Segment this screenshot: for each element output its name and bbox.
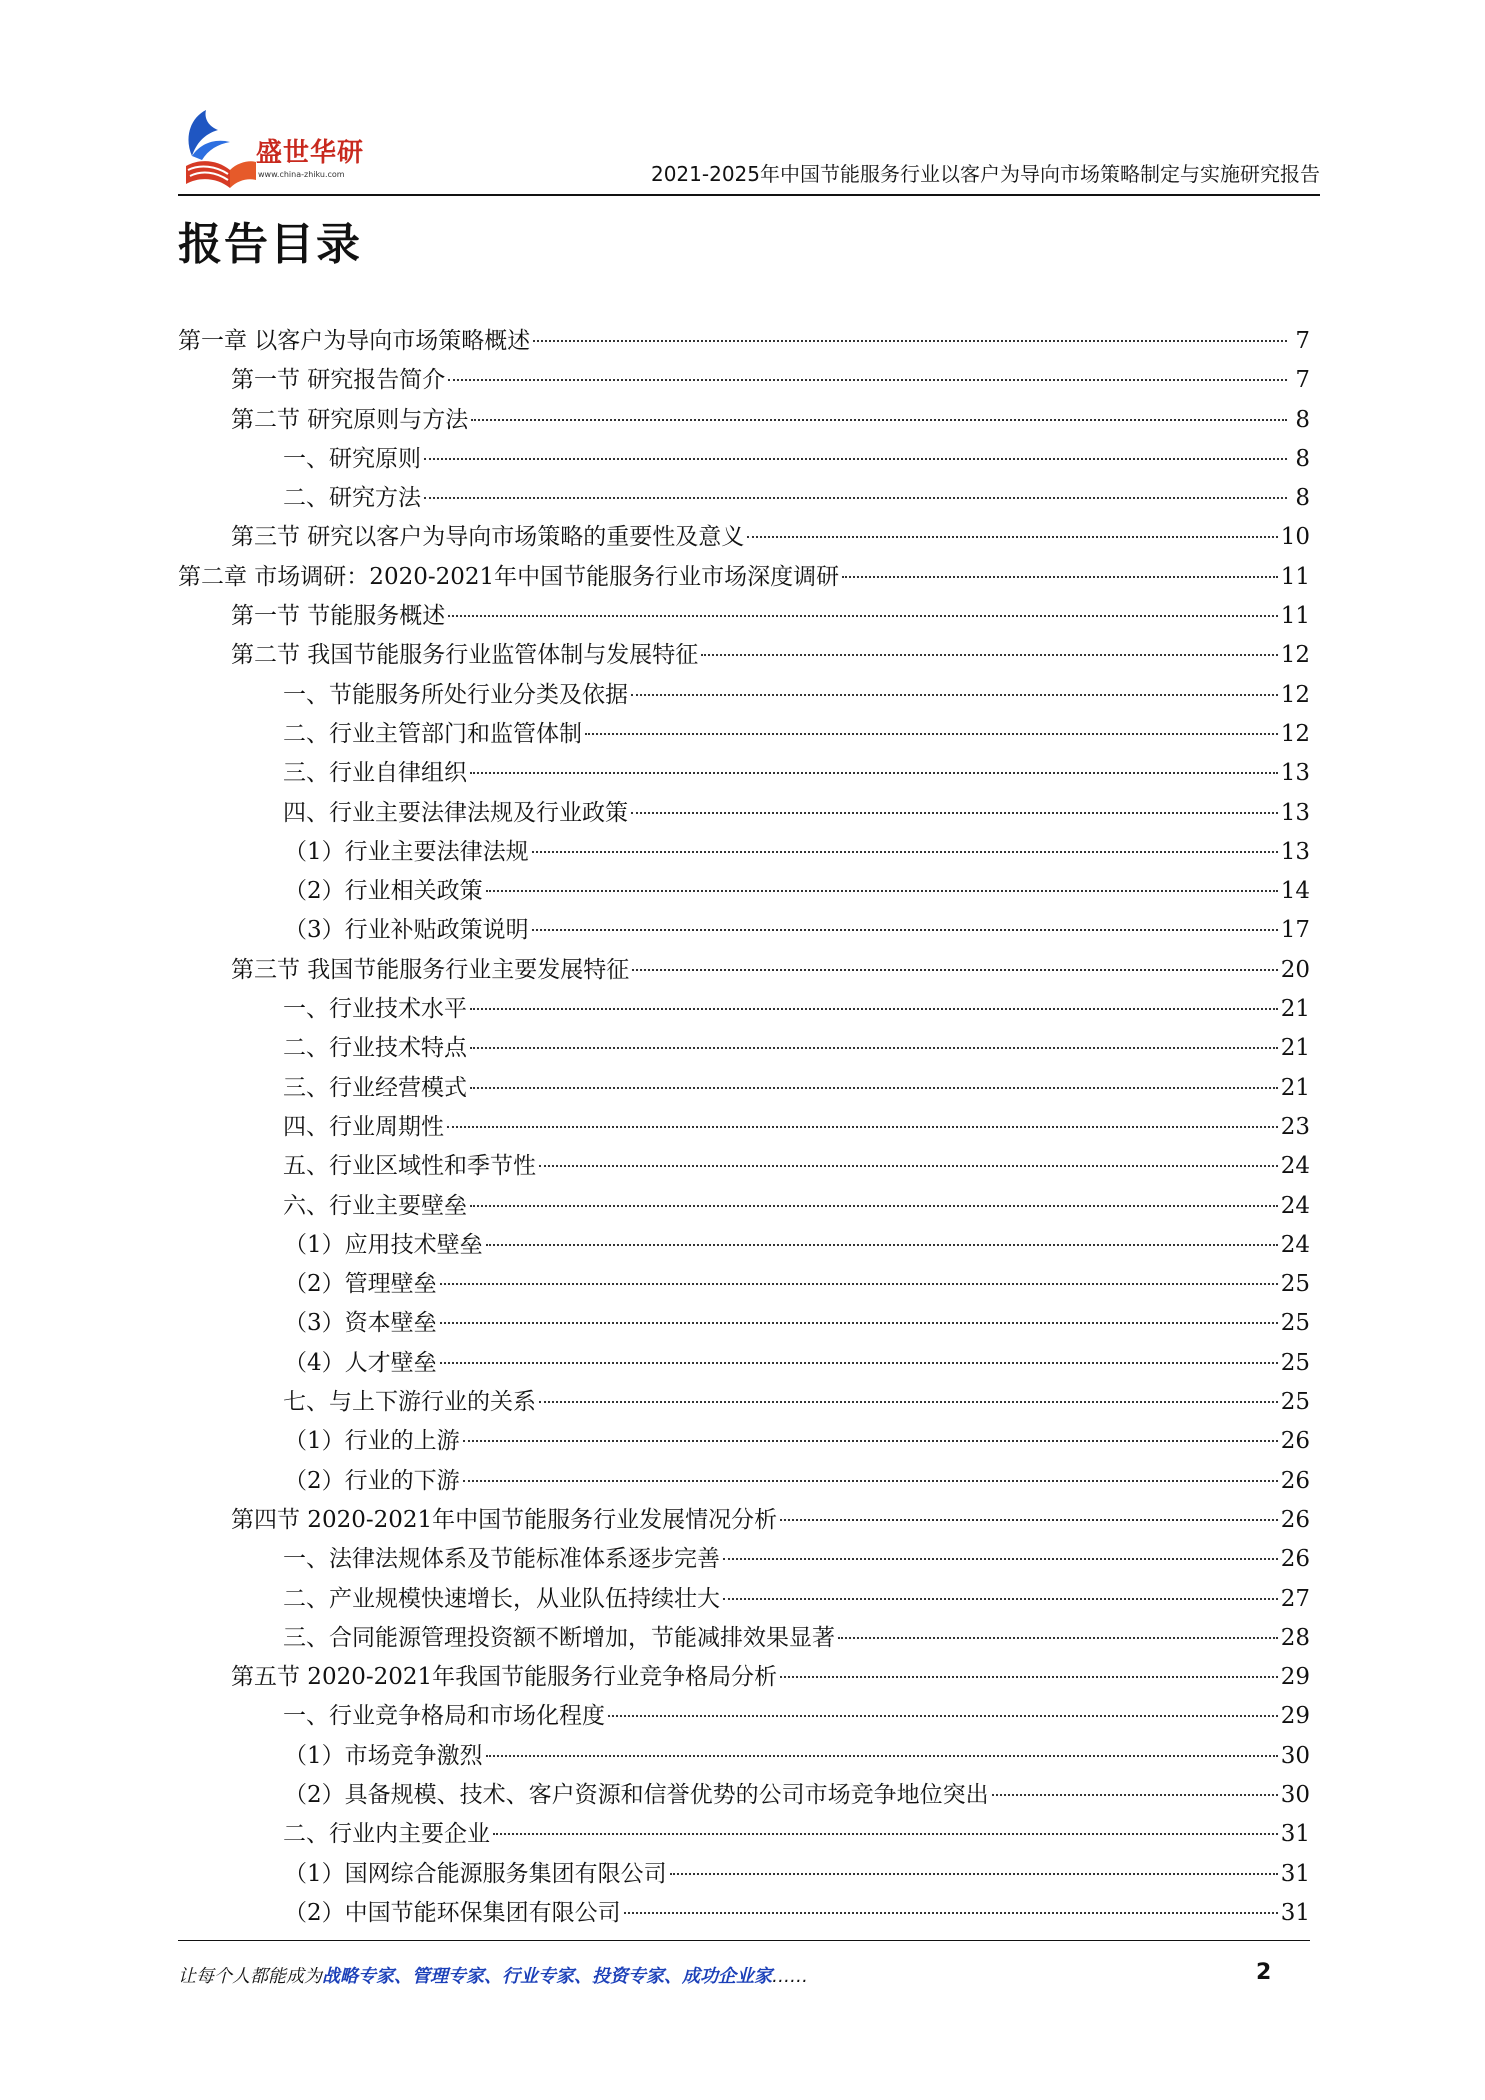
toc-entry-title: 一、研究原则 xyxy=(283,445,421,472)
toc-entry[interactable] xyxy=(178,1422,1310,1461)
toc-entry[interactable] xyxy=(178,1344,1310,1383)
toc-entry-title: 第二章 市场调研：2020-2021年中国节能服务行业市场深度调研 xyxy=(178,563,840,590)
toc-entry-title: 第一章 以客户为导向市场策略概述 xyxy=(178,328,531,354)
toc-entry-page: 24 xyxy=(1280,1192,1310,1219)
page-number: 2 xyxy=(1256,1960,1272,1985)
footer-divider xyxy=(178,1940,1310,1941)
toc-entry-page: 26 xyxy=(1280,1546,1310,1573)
toc-entry-page: 14 xyxy=(1280,878,1310,905)
toc-dot-leader xyxy=(470,1047,1278,1049)
toc-entry-page: 24 xyxy=(1280,1231,1310,1258)
toc-entry-page: 28 xyxy=(1280,1624,1310,1651)
toc-dot-leader xyxy=(448,615,1277,617)
toc-entry-page: 17 xyxy=(1280,917,1310,944)
toc-entry[interactable] xyxy=(178,1265,1310,1304)
toc-dot-leader xyxy=(585,733,1278,735)
toc-entry-title: 第一节 研究报告简介 xyxy=(231,367,446,394)
logo-book-icon xyxy=(178,104,258,194)
toc-entry-page: 21 xyxy=(1280,1074,1310,1101)
toc-entry-title: （2）行业的下游 xyxy=(284,1467,460,1494)
toc-entry-page: 13 xyxy=(1280,799,1310,826)
toc-entry-page: 23 xyxy=(1280,1113,1310,1140)
toc-entry-title: 二、行业内主要企业 xyxy=(283,1821,490,1848)
toc-entry-title: 第三节 研究以客户为导向市场策略的重要性及意义 xyxy=(231,524,745,551)
toc-dot-leader xyxy=(539,1165,1278,1167)
toc-entry-page: 30 xyxy=(1280,1742,1310,1769)
toc-entry-title: （1）国网综合能源服务集团有限公司 xyxy=(284,1860,667,1887)
toc-entry[interactable] xyxy=(178,322,1310,361)
toc-entry-title: 四、行业周期性 xyxy=(283,1113,444,1140)
toc-entry-title: （2）管理壁垒 xyxy=(284,1271,437,1298)
toc-dot-leader xyxy=(470,1008,1278,1010)
toc-dot-leader xyxy=(471,419,1287,421)
toc-entry-page: 12 xyxy=(1280,720,1310,747)
table-of-contents xyxy=(178,322,1310,1933)
toc-dot-leader xyxy=(440,1322,1278,1324)
toc-entry-page: 29 xyxy=(1280,1664,1310,1691)
toc-dot-leader xyxy=(992,1794,1278,1796)
toc-entry-title: （2）具备规模、技术、客户资源和信誉优势的公司市场竞争地位突出 xyxy=(284,1781,989,1808)
toc-entry-page: 11 xyxy=(1280,603,1310,630)
toc-entry-page: 13 xyxy=(1280,760,1310,787)
toc-dot-leader xyxy=(486,1755,1278,1757)
toc-entry-page: 30 xyxy=(1280,1781,1310,1808)
toc-entry[interactable] xyxy=(178,1147,1310,1186)
toc-entry[interactable] xyxy=(178,518,1310,557)
toc-dot-leader xyxy=(747,536,1277,538)
toc-entry[interactable] xyxy=(178,558,1310,597)
toc-dot-leader xyxy=(533,340,1287,342)
toc-dot-leader xyxy=(532,929,1278,931)
toc-dot-leader xyxy=(463,1480,1278,1482)
toc-entry[interactable] xyxy=(178,794,1310,833)
toc-entry-title: （2）行业相关政策 xyxy=(284,878,483,905)
toc-entry[interactable] xyxy=(178,1108,1310,1147)
toc-entry-page: 31 xyxy=(1280,1821,1310,1848)
toc-entry-page: 12 xyxy=(1280,681,1310,708)
toc-dot-leader xyxy=(470,1205,1278,1207)
toc-entry[interactable] xyxy=(178,872,1310,911)
toc-dot-leader xyxy=(631,694,1278,696)
toc-dot-leader xyxy=(631,812,1278,814)
toc-entry-title: （4）人才壁垒 xyxy=(284,1349,437,1376)
company-logo xyxy=(178,104,418,194)
toc-entry-page: 10 xyxy=(1280,524,1310,551)
toc-entry[interactable] xyxy=(178,1855,1310,1894)
toc-entry-title: 四、行业主要法律法规及行业政策 xyxy=(283,799,628,826)
toc-entry-title: 一、节能服务所处行业分类及依据 xyxy=(283,681,628,708)
toc-entry-title: 第三节 我国节能服务行业主要发展特征 xyxy=(231,956,630,983)
toc-entry-title: 六、行业主要壁垒 xyxy=(283,1192,467,1219)
toc-entry-title: 第二节 研究原则与方法 xyxy=(231,406,469,433)
toc-entry[interactable] xyxy=(178,479,1310,518)
toc-entry[interactable] xyxy=(178,401,1310,440)
toc-entry-page: 7 xyxy=(1295,367,1310,394)
page-title: 报告目录 xyxy=(178,219,362,270)
toc-dot-leader xyxy=(424,458,1287,460)
toc-entry[interactable] xyxy=(178,1462,1310,1501)
toc-dot-leader xyxy=(723,1558,1278,1560)
toc-entry-page: 26 xyxy=(1280,1467,1310,1494)
toc-entry[interactable] xyxy=(178,1737,1310,1776)
footer-slogan-prefix: 让每个人都能成为 xyxy=(178,1966,322,1987)
toc-entry-page: 31 xyxy=(1280,1899,1310,1926)
toc-entry-title: 一、法律法规体系及节能标准体系逐步完善 xyxy=(283,1546,720,1573)
toc-entry-page: 25 xyxy=(1280,1349,1310,1376)
toc-entry-title: （1）行业主要法律法规 xyxy=(284,838,529,865)
toc-entry-title: 三、行业自律组织 xyxy=(283,760,467,787)
toc-entry-title: 第四节 2020-2021年中国节能服务行业发展情况分析 xyxy=(231,1506,778,1533)
toc-dot-leader xyxy=(632,969,1277,971)
toc-entry[interactable] xyxy=(178,1658,1310,1697)
toc-dot-leader xyxy=(440,1362,1278,1364)
toc-dot-leader xyxy=(486,1244,1278,1246)
footer-slogan-suffix: …… xyxy=(772,1966,808,1987)
toc-dot-leader xyxy=(447,1126,1278,1128)
toc-entry[interactable] xyxy=(178,1501,1310,1540)
toc-entry-title: 三、行业经营模式 xyxy=(283,1074,467,1101)
toc-entry-title: 第五节 2020-2021年我国节能服务行业竞争格局分析 xyxy=(231,1664,778,1691)
toc-entry-title: 七、与上下游行业的关系 xyxy=(283,1389,536,1416)
toc-entry[interactable] xyxy=(178,1226,1310,1265)
toc-entry-page: 8 xyxy=(1295,485,1310,512)
toc-entry[interactable] xyxy=(178,676,1310,715)
toc-dot-leader xyxy=(608,1715,1278,1717)
toc-entry-page: 11 xyxy=(1280,563,1310,590)
toc-entry-title: 第一节 节能服务概述 xyxy=(231,603,446,630)
toc-entry[interactable] xyxy=(178,1304,1310,1343)
toc-entry[interactable] xyxy=(178,951,1310,990)
toc-entry-title: 三、合同能源管理投资额不断增加，节能减排效果显著 xyxy=(283,1624,835,1651)
toc-entry-page: 21 xyxy=(1280,996,1310,1023)
toc-entry-title: （1）行业的上游 xyxy=(284,1428,460,1455)
toc-entry-title: （3）资本壁垒 xyxy=(284,1310,437,1337)
toc-entry-page: 27 xyxy=(1280,1585,1310,1612)
toc-entry-title: 五、行业区域性和季节性 xyxy=(283,1153,536,1180)
toc-entry-title: （1）市场竞争激烈 xyxy=(284,1742,483,1769)
toc-dot-leader xyxy=(448,379,1287,381)
toc-dot-leader xyxy=(780,1519,1278,1521)
toc-entry-page: 25 xyxy=(1280,1389,1310,1416)
toc-entry[interactable] xyxy=(178,1029,1310,1068)
toc-entry-page: 20 xyxy=(1280,956,1310,983)
toc-entry[interactable] xyxy=(178,1894,1310,1933)
toc-entry-page: 25 xyxy=(1280,1271,1310,1298)
toc-entry-title: 第二节 我国节能服务行业监管体制与发展特征 xyxy=(231,642,699,669)
header-divider xyxy=(178,194,1320,196)
toc-dot-leader xyxy=(463,1440,1278,1442)
toc-entry[interactable] xyxy=(178,1187,1310,1226)
toc-dot-leader xyxy=(838,1637,1278,1639)
toc-entry[interactable] xyxy=(178,911,1310,950)
toc-entry[interactable] xyxy=(178,597,1310,636)
toc-entry-page: 8 xyxy=(1295,445,1310,472)
toc-dot-leader xyxy=(539,1401,1278,1403)
toc-entry[interactable] xyxy=(178,754,1310,793)
report-title: 2021-2025年中国节能服务行业以客户为导向市场策略制定与实施研究报告 xyxy=(650,162,1320,186)
toc-entry-page: 21 xyxy=(1280,1035,1310,1062)
toc-entry-page: 25 xyxy=(1280,1310,1310,1337)
toc-entry-title: 二、行业技术特点 xyxy=(283,1035,467,1062)
footer-slogan-highlight: 战略专家、管理专家、行业专家、投资专家、成功企业家 xyxy=(322,1966,772,1987)
toc-dot-leader xyxy=(701,654,1277,656)
toc-entry[interactable] xyxy=(178,1580,1310,1619)
toc-entry-page: 26 xyxy=(1280,1506,1310,1533)
toc-entry-title: 二、行业主管部门和监管体制 xyxy=(283,720,582,747)
toc-entry[interactable] xyxy=(178,1540,1310,1579)
toc-entry-title: （3）行业补贴政策说明 xyxy=(284,917,529,944)
page-header xyxy=(178,96,1320,196)
toc-entry[interactable] xyxy=(178,1776,1310,1815)
toc-dot-leader xyxy=(723,1598,1278,1600)
toc-dot-leader xyxy=(440,1283,1278,1285)
toc-entry-title: （2）中国节能环保集团有限公司 xyxy=(284,1899,621,1926)
toc-entry[interactable] xyxy=(178,440,1310,479)
toc-dot-leader xyxy=(486,890,1278,892)
toc-entry-page: 29 xyxy=(1280,1703,1310,1730)
toc-entry[interactable] xyxy=(178,636,1310,675)
toc-entry-page: 13 xyxy=(1280,838,1310,865)
toc-entry[interactable] xyxy=(178,1069,1310,1108)
toc-entry-title: 一、行业技术水平 xyxy=(283,996,467,1023)
toc-entry[interactable] xyxy=(178,990,1310,1029)
toc-entry-page: 31 xyxy=(1280,1860,1310,1887)
toc-dot-leader xyxy=(470,1087,1278,1089)
toc-dot-leader xyxy=(624,1912,1278,1914)
toc-entry-page: 8 xyxy=(1295,406,1310,433)
toc-entry-page: 7 xyxy=(1295,328,1310,354)
footer-slogan xyxy=(178,1962,808,1988)
toc-entry-title: （1）应用技术壁垒 xyxy=(284,1231,483,1258)
logo-title: 盛世华研 xyxy=(256,138,365,168)
toc-dot-leader xyxy=(424,497,1287,499)
toc-entry-page: 12 xyxy=(1280,642,1310,669)
toc-dot-leader xyxy=(842,576,1278,578)
toc-entry[interactable] xyxy=(178,1383,1310,1422)
toc-entry[interactable] xyxy=(178,361,1310,400)
toc-entry-title: 二、研究方法 xyxy=(283,485,421,512)
toc-entry[interactable] xyxy=(178,833,1310,872)
toc-entry[interactable] xyxy=(178,1697,1310,1736)
logo-url: www.china-zhiku.com xyxy=(258,170,345,179)
toc-entry-title: 一、行业竞争格局和市场化程度 xyxy=(283,1703,605,1730)
toc-entry[interactable] xyxy=(178,1815,1310,1854)
toc-dot-leader xyxy=(670,1873,1278,1875)
toc-entry-title: 二、产业规模快速增长，从业队伍持续壮大 xyxy=(283,1585,720,1612)
toc-dot-leader xyxy=(493,1833,1278,1835)
toc-dot-leader xyxy=(780,1676,1278,1678)
toc-entry-page: 26 xyxy=(1280,1428,1310,1455)
toc-entry[interactable] xyxy=(178,1619,1310,1658)
toc-entry-page: 24 xyxy=(1280,1153,1310,1180)
toc-dot-leader xyxy=(532,851,1278,853)
toc-dot-leader xyxy=(470,772,1278,774)
toc-entry[interactable] xyxy=(178,715,1310,754)
